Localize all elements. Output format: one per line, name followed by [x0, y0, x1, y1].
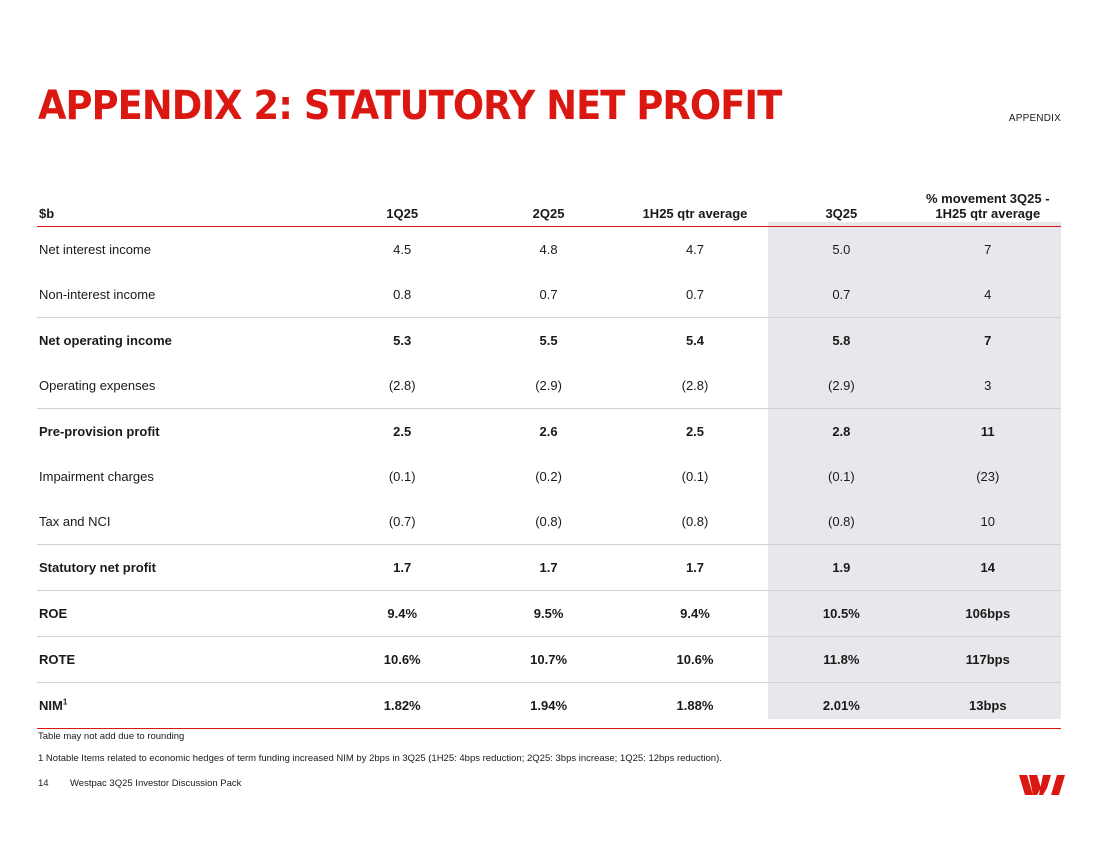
footnote-ref: 1 [62, 697, 68, 707]
cell-value: 10 [915, 499, 1061, 545]
cell-value: (2.9) [475, 363, 621, 409]
table-row [37, 318, 1061, 364]
cell-value: (0.1) [388, 469, 416, 484]
column-header: 1H25 qtr average [622, 160, 768, 227]
page-footer [38, 778, 241, 789]
cell-value: 5.8 [832, 333, 851, 348]
cell-value: 1.82% [329, 683, 475, 729]
cell-value: 10.6% [622, 637, 768, 683]
cell-value: 10.6% [329, 637, 475, 683]
row-label: ROTE [37, 637, 329, 683]
cell-value: 4 [915, 272, 1061, 318]
document-title: Westpac 3Q25 Investor Discussion Pack [70, 778, 242, 789]
cell-value: 0.7 [768, 272, 914, 318]
column-header: 2Q25 [475, 160, 621, 227]
column-header: 1Q25 [329, 160, 475, 227]
table-row [37, 591, 1061, 637]
row-label: Non-interest income [37, 272, 329, 318]
cell-value: 1.7 [475, 545, 621, 591]
cell-value: 13bps [915, 683, 1061, 729]
column-header: % movement 3Q25 - 1H25 qtr average [915, 160, 1061, 227]
cell-value: 9.5% [475, 591, 621, 637]
rounding-note: Table may not add due to rounding [38, 731, 185, 742]
cell-value: 0.7 [622, 272, 768, 318]
cell-value: 5.0 [832, 242, 851, 257]
table-header-row [37, 160, 1061, 227]
page-number: 14 [38, 778, 49, 789]
row-label [37, 683, 329, 729]
row-label: Net operating income [39, 333, 172, 348]
row-label: Impairment charges [39, 469, 154, 484]
cell-value: 7 [984, 242, 992, 257]
table-row [37, 409, 1061, 455]
cell-value: (2.8) [622, 363, 768, 409]
table-row [37, 637, 1061, 683]
row-label: Pre-provision profit [39, 424, 160, 439]
cell-value: 11 [980, 424, 995, 439]
cell-value: 2.8 [832, 424, 851, 439]
cell-value: 5.4 [685, 333, 705, 348]
westpac-w-logo-icon [1019, 775, 1065, 795]
cell-value: 1.94% [475, 683, 621, 729]
cell-value: 1.88% [622, 683, 768, 729]
cell-value: 4.7 [685, 242, 705, 257]
cell-value: 0.8 [329, 272, 475, 318]
row-label-text: NIM [39, 698, 63, 713]
cell-value: 5.5 [539, 333, 558, 348]
section-label: APPENDIX [1008, 113, 1061, 124]
row-label: Net interest income [39, 242, 151, 257]
cell-value: 4.5 [393, 242, 412, 257]
row-label: Tax and NCI [37, 499, 329, 545]
cell-value: (0.8) [768, 499, 914, 545]
cell-value: 1.9 [768, 545, 914, 591]
cell-value: 1.7 [622, 545, 768, 591]
cell-value: 9.4% [622, 591, 768, 637]
cell-value: (23) [976, 469, 1000, 484]
cell-value: 9.4% [329, 591, 475, 637]
cell-value: 2.5 [685, 424, 705, 439]
table-row [37, 499, 1061, 545]
cell-value: 10.7% [475, 637, 621, 683]
cell-value: 117bps [915, 637, 1061, 683]
cell-value: 14 [915, 545, 1061, 591]
cell-value: 0.7 [475, 272, 621, 318]
cell-value: 106bps [915, 591, 1061, 637]
cell-value: 2.5 [393, 424, 412, 439]
table-row [37, 227, 1061, 273]
cell-value: 5.3 [393, 333, 412, 348]
cell-value: 4.8 [539, 242, 558, 257]
row-label: ROE [37, 591, 329, 637]
cell-value: 2.01% [768, 683, 914, 729]
cell-value: (0.1) [681, 469, 709, 484]
cell-value: 3 [915, 363, 1061, 409]
cell-value: 1.7 [329, 545, 475, 591]
table-row [37, 545, 1061, 591]
table-row [37, 683, 1061, 729]
cell-value: 7 [984, 333, 992, 348]
cell-value: (0.2) [535, 469, 562, 484]
cell-value: (2.8) [329, 363, 475, 409]
table-row [37, 272, 1061, 318]
cell-value: (0.8) [475, 499, 621, 545]
column-header: $b [37, 160, 329, 227]
row-label: Operating expenses [37, 363, 329, 409]
table-row [37, 454, 1061, 499]
cell-value: (0.7) [329, 499, 475, 545]
column-header: 3Q25 [768, 160, 914, 227]
cell-value: (0.8) [622, 499, 768, 545]
statutory-profit-table [37, 160, 1061, 729]
cell-value: 10.5% [768, 591, 914, 637]
footnote-text: 1 Notable Items related to economic hedges of term funding increased NIM by 2bps in 3Q25 (1H25: 4bps reduction; 2Q25: 3bps increase; 1Q25: 12bps reduction). [38, 753, 722, 764]
cell-value: 11.8% [768, 637, 914, 683]
cell-value: (2.9) [768, 363, 914, 409]
cell-value: 2.6 [539, 424, 558, 439]
page-title: APPENDIX 2: STATUTORY NET PROFIT [38, 83, 782, 129]
table-row [37, 363, 1061, 409]
cell-value: (0.1) [828, 469, 855, 484]
statutory-profit-table-container [37, 160, 1061, 729]
row-label: Statutory net profit [37, 545, 329, 591]
